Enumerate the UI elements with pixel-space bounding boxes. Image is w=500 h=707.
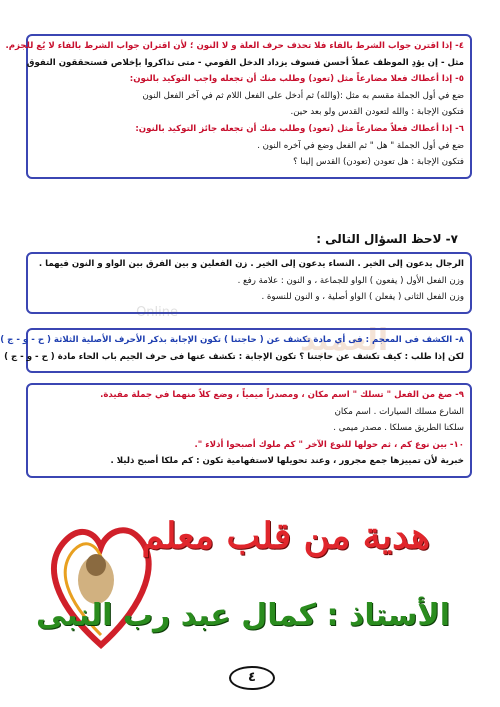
rule-6-line: ٦- إذا أعطاك فعلاً مضارعاً مثل (تعود) وطلب منك أن تجعله جائز التوكيد بالنون: <box>135 123 464 134</box>
q8-line-1: ٨- الكشف فى المعجم : فى أي مادة تكشف عن ( حاجتنا ) تكون الإجابة بذكر الأحرف الأصلية الثلاثة ( ح - و - ج ) <box>0 335 464 345</box>
q10-line: ١٠- بين نوع كم ، ثم حولها للنوع الآخر " كم ملوك أصبحوا أذلاء ". <box>194 439 464 450</box>
q7-line-3: وزن الفعل الثانى ( يفعلن ) الواو أصلية ، و النون للنسوة . <box>261 292 464 303</box>
rule-6-example-2: فتكون الإجابة : هل تعودن (تعودن) القدس إلينا ؟ <box>293 157 464 168</box>
q7-line-1: الرجال يدعون إلى الخير . النساء يدعون إلى الخير . زن الفعلين و بين الفرق بين الواو و النون فيهما . <box>38 259 464 269</box>
rule-4-line: ٤- إذا اقترن جواب الشرط بالفاء فلا تحذف حرف العلة و لا النون ؛ لأن اقتران جواب الشرط بالفاء لا يُع للجزم. <box>5 41 464 51</box>
rule-5-line: ٥- إذا أعطاك فعلا مضارعاً مثل (تعود) وطلب منك أن تجعله واجب التوكيد بالنون: <box>129 74 464 85</box>
q9-line: ٩- صغ من الفعل " تسلك " اسم مكان ، ومصدراً ميمياً ، وضع كلاً منهما في جملة مفيدة. <box>100 390 464 400</box>
q9-answer-b: سلكنا الطريق مسلكا . مصدر ميمى . <box>333 423 464 434</box>
question-8-box <box>0 328 472 373</box>
gift-title: هدية من قلب معلم <box>141 515 430 557</box>
page-number: ٤ <box>229 666 275 690</box>
rule-4-example: مثل - إن يؤدِ الموظف عملاً أحسن فسوف يزداد الدخل القومي - متى تذاكروا بإخلاص فستحققون التفوق <box>26 57 464 68</box>
q10-answer: خبرية لأن تمييزها جمع مجرور ، وعند تحويلها لاستفهامية تكون : كم ملكا أصبح ذليلا . <box>110 456 464 467</box>
teacher-name: الأستاذ : كمال عبد رب النبى <box>36 598 450 633</box>
q7-line-2: وزن الفعل الأول ( يفعون ) الواو للجماعة ، و النون : علامة رفع . <box>237 275 464 286</box>
rule-5-example-1: ضع في أول الجملة مقسم به مثل :(والله) ثم أدخل على الفعل اللام ثم في آخر الفعل النون <box>142 90 464 101</box>
rule-6-example-1: ضع في أول الجملة " هل " ثم الفعل وضع في آخره النون . <box>257 140 464 151</box>
watermark-en-text: Online <box>136 305 178 320</box>
q9-answer-a: الشارع مسلك السيارات . اسم مكان <box>334 406 464 417</box>
question-9-10-box <box>26 383 472 478</box>
notes-box-4-6 <box>5 34 472 179</box>
watermark-ar-text: العميد <box>300 323 389 358</box>
question-7-heading: ٧- لاحظ السؤال التالى : <box>316 232 458 246</box>
q8-line-2: لكن إذا طلب : كيف تكشف عن حاجتنا ؟ تكون الإجابة : تكشف عنها فى حرف الجيم باب الحاء مادة ( ح - و - ج ) <box>4 351 464 362</box>
rule-5-example-2: فتكون الإجابة : والله لتعودن القدس ولو بعد حين. <box>290 107 464 118</box>
